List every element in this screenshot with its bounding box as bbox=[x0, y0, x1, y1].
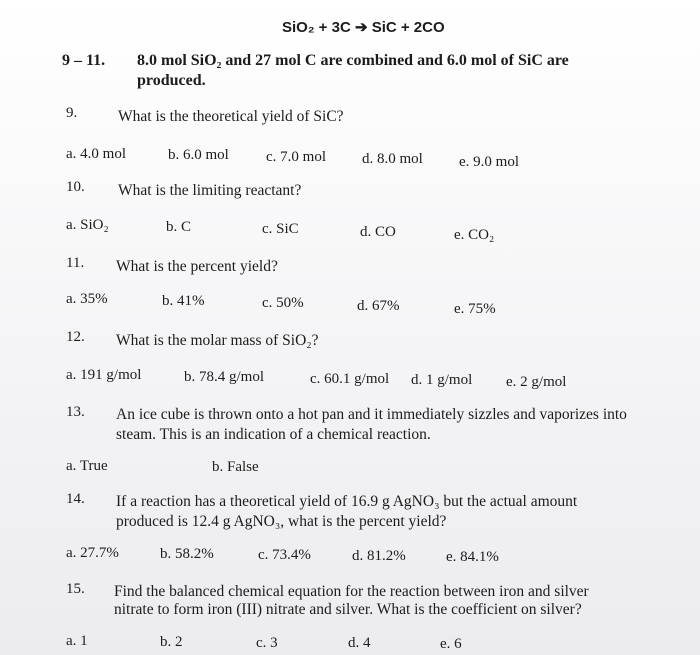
answer-option[interactable]: b. 78.4 g/mol bbox=[184, 369, 265, 385]
answer-option[interactable]: b. False bbox=[212, 459, 259, 475]
equation bbox=[282, 20, 445, 35]
answer-option[interactable]: b. 6.0 mol bbox=[168, 147, 229, 163]
answer-option[interactable]: a. 191 g/mol bbox=[66, 367, 142, 383]
question-text-line2: steam. This is an indication of a chemical reaction. bbox=[116, 426, 431, 443]
answer-option[interactable]: e. 6 bbox=[440, 636, 462, 652]
question-number: 11. bbox=[66, 255, 85, 271]
answer-option[interactable]: a. 27.7% bbox=[66, 545, 119, 561]
answer-option[interactable]: c. SiC bbox=[262, 221, 299, 237]
question-text: What is the limiting reactant? bbox=[118, 182, 302, 199]
answer-option[interactable]: d. CO bbox=[360, 224, 396, 240]
question-text-line2: nitrate to form iron (III) nitrate and silver. What is the coefficient on silver? bbox=[114, 601, 582, 618]
equation-products: SiC + 2CO bbox=[371, 19, 445, 36]
question-text-line2: produced is 12.4 g AgNO₃, what is the percent yield? bbox=[116, 513, 447, 530]
question-number: 9. bbox=[66, 105, 78, 121]
question-number: 14. bbox=[66, 491, 85, 507]
answer-option[interactable]: a. SiO₂ bbox=[66, 217, 109, 233]
answer-option[interactable]: c. 73.4% bbox=[258, 547, 311, 563]
problem-header-line2: produced. bbox=[137, 72, 206, 89]
answer-option[interactable]: e. 2 g/mol bbox=[506, 374, 567, 390]
answer-option[interactable]: a. 35% bbox=[66, 291, 108, 307]
answer-option[interactable]: c. 3 bbox=[256, 635, 278, 651]
answer-option[interactable]: e. 84.1% bbox=[446, 549, 499, 565]
equation-reactants: SiO₂ + 3C bbox=[282, 19, 351, 36]
question-number: 10. bbox=[66, 179, 85, 195]
answer-option[interactable]: b. 41% bbox=[162, 293, 205, 309]
question-text: What is the theoretical yield of SiC? bbox=[118, 108, 344, 125]
answer-option[interactable]: a. True bbox=[66, 458, 108, 474]
answer-option[interactable]: d. 8.0 mol bbox=[362, 151, 423, 167]
question-text: What is the molar mass of SiO₂? bbox=[116, 332, 319, 349]
answer-option[interactable]: d. 4 bbox=[348, 635, 371, 651]
question-number: 15. bbox=[66, 581, 85, 597]
question-number: 12. bbox=[66, 329, 85, 345]
equation-arrow: ➔ bbox=[354, 19, 368, 36]
answer-option[interactable]: c. 50% bbox=[262, 295, 304, 311]
answer-option[interactable]: d. 81.2% bbox=[352, 548, 406, 564]
answer-option[interactable]: a. 4.0 mol bbox=[66, 146, 126, 162]
answer-option[interactable]: e. 9.0 mol bbox=[459, 154, 519, 170]
answer-option[interactable]: b. 2 bbox=[160, 634, 183, 650]
answer-option[interactable]: c. 7.0 mol bbox=[266, 149, 326, 165]
question-number: 13. bbox=[66, 404, 85, 420]
question-text-line1: An ice cube is thrown onto a hot pan and it immediately sizzles and vaporizes into bbox=[116, 406, 627, 423]
question-text: What is the percent yield? bbox=[116, 258, 278, 275]
problem-range: 9 – 11. bbox=[62, 52, 106, 69]
question-text-line1: If a reaction has a theoretical yield of 16.9 g AgNO₃ but the actual amount bbox=[116, 493, 578, 510]
answer-option[interactable]: d. 1 g/mol bbox=[411, 372, 473, 388]
answer-option[interactable]: c. 60.1 g/mol bbox=[310, 371, 390, 387]
answer-option[interactable]: e. 75% bbox=[454, 301, 496, 317]
problem-header-line1: 8.0 mol SiO₂ and 27 mol C are combined and 6.0 mol of SiC are bbox=[137, 52, 569, 69]
answer-option[interactable]: b. 58.2% bbox=[160, 546, 214, 562]
answer-option[interactable]: b. C bbox=[166, 219, 192, 235]
answer-option[interactable]: a. 1 bbox=[66, 633, 88, 649]
question-text-line1: Find the balanced chemical equation for the reaction between iron and silver bbox=[114, 583, 589, 600]
answer-option[interactable]: e. CO₂ bbox=[454, 227, 495, 243]
answer-option[interactable]: d. 67% bbox=[357, 298, 400, 314]
